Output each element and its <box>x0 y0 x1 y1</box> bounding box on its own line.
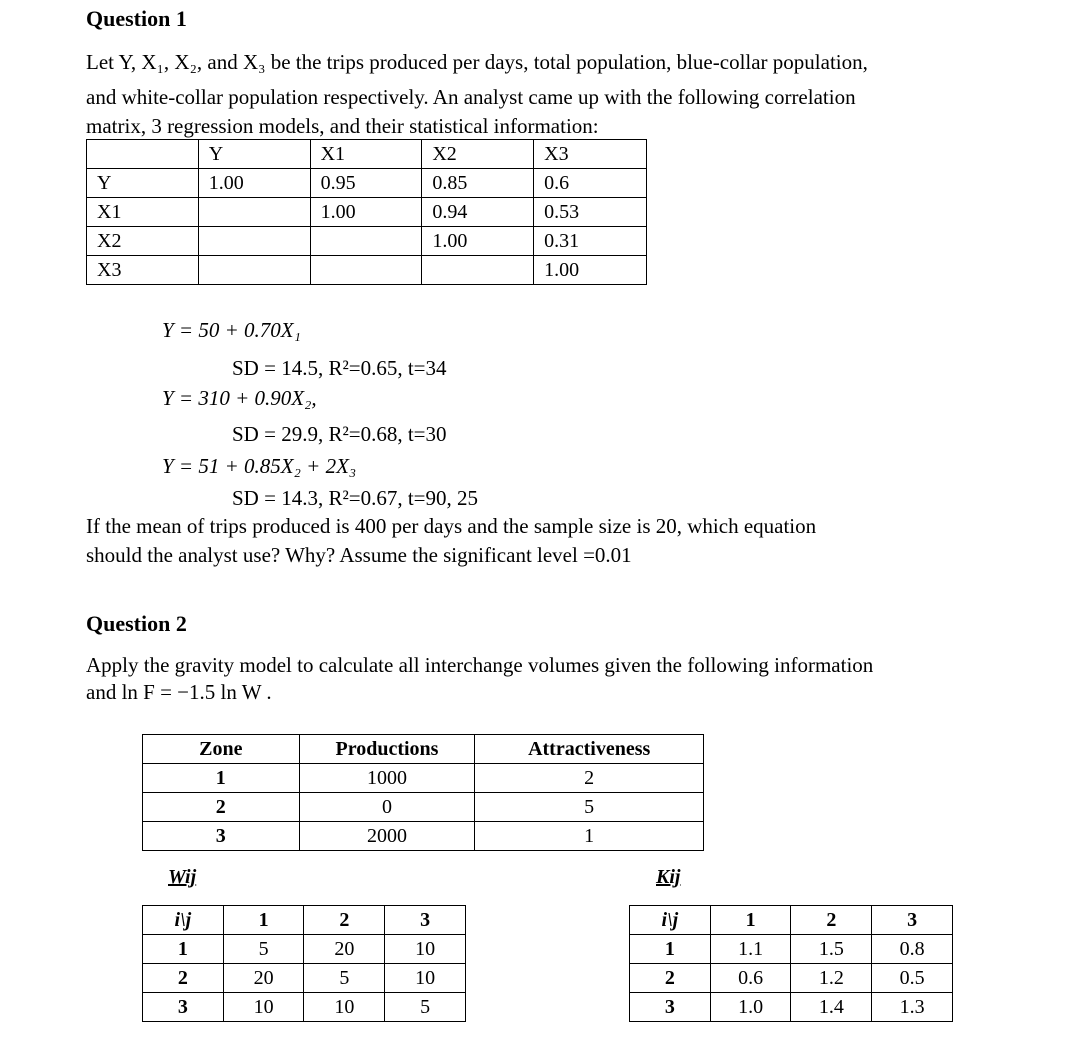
corr-cell: X3 <box>87 256 199 285</box>
zone-row <box>143 764 704 793</box>
k-header-cell: 1 <box>710 906 791 935</box>
q1-question-line2: should the analyst use? Why? Assume the significant level =0.01 <box>86 543 632 567</box>
k-header-cell: 2 <box>791 906 872 935</box>
corr-cell: 0.95 <box>310 169 422 198</box>
zone-cell: 0 <box>299 793 475 822</box>
equation-3: Y = 51 + 0.85X₂ + 2X₃ <box>162 454 357 478</box>
corr-cell: 0.94 <box>422 198 534 227</box>
q1-intro-line1: Let Y, X₁, X₂, and X₃ be the trips produced per days, total population, blue-collar population, <box>86 50 868 74</box>
zone-cell: 2 <box>143 793 300 822</box>
k-row <box>630 993 953 1022</box>
w-matrix-label: Wij <box>168 866 197 888</box>
k-cell: 1.1 <box>710 935 791 964</box>
corr-cell: 0.6 <box>534 169 647 198</box>
w-cell: 2 <box>143 964 224 993</box>
w-row <box>143 964 466 993</box>
corr-header-cell: X2 <box>422 140 534 169</box>
q2-line2: and ln F = −1.5 ln W . <box>86 680 272 704</box>
corr-row <box>87 169 647 198</box>
w-header-row <box>143 906 466 935</box>
zone-cell: 2000 <box>299 822 475 851</box>
zone-row <box>143 822 704 851</box>
w-cell: 10 <box>385 935 466 964</box>
w-header-cell: 2 <box>304 906 385 935</box>
zone-cell: 1 <box>143 764 300 793</box>
w-cell: 20 <box>304 935 385 964</box>
corr-cell: 0.31 <box>534 227 647 256</box>
correlation-matrix <box>86 139 647 285</box>
w-row <box>143 993 466 1022</box>
corr-cell: 1.00 <box>198 169 310 198</box>
corr-cell: 1.00 <box>422 227 534 256</box>
w-cell: 5 <box>304 964 385 993</box>
w-cell: 5 <box>385 993 466 1022</box>
zone-cell: 5 <box>475 793 704 822</box>
corr-row <box>87 256 647 285</box>
corr-cell: X1 <box>87 198 199 227</box>
equation-2-stats: SD = 29.9, R²=0.68, t=30 <box>232 422 447 446</box>
corr-cell <box>422 256 534 285</box>
zone-cell: 3 <box>143 822 300 851</box>
q1-intro-line2: and white-collar population respectively. An analyst came up with the following correlation <box>86 85 856 109</box>
w-header-cell: 3 <box>385 906 466 935</box>
w-cell: 10 <box>385 964 466 993</box>
k-row <box>630 964 953 993</box>
k-header-cell: i\j <box>630 906 711 935</box>
corr-cell: X2 <box>87 227 199 256</box>
k-matrix-label: Kij <box>656 866 681 888</box>
w-cell: 20 <box>223 964 304 993</box>
w-cell: 10 <box>223 993 304 1022</box>
q1-title: Question 1 <box>86 6 187 31</box>
zone-table <box>142 734 704 851</box>
corr-cell: 1.00 <box>534 256 647 285</box>
corr-cell <box>310 227 422 256</box>
w-header-cell: 1 <box>223 906 304 935</box>
k-cell: 1.0 <box>710 993 791 1022</box>
k-cell: 1.5 <box>791 935 872 964</box>
k-cell: 3 <box>630 993 711 1022</box>
zone-cell: 1000 <box>299 764 475 793</box>
w-matrix-table <box>142 905 466 1022</box>
corr-header-cell: Y <box>198 140 310 169</box>
equation-2: Y = 310 + 0.90X₂, <box>162 386 317 410</box>
q1-intro-line3: matrix, 3 regression models, and their statistical information: <box>86 114 599 138</box>
equation-3-stats: SD = 14.3, R²=0.67, t=90, 25 <box>232 486 479 510</box>
equation-1: Y = 50 + 0.70X₁ <box>162 318 301 342</box>
corr-cell <box>198 198 310 227</box>
corr-cell <box>198 227 310 256</box>
k-cell: 0.6 <box>710 964 791 993</box>
corr-row <box>87 198 647 227</box>
zone-header-cell: Zone <box>143 735 300 764</box>
corr-cell: Y <box>87 169 199 198</box>
k-cell: 1 <box>630 935 711 964</box>
q2-line1: Apply the gravity model to calculate all interchange volumes given the following information <box>86 653 874 677</box>
k-cell: 0.8 <box>872 935 953 964</box>
equation-1-stats: SD = 14.5, R²=0.65, t=34 <box>232 356 447 380</box>
zone-cell: 2 <box>475 764 704 793</box>
w-cell: 5 <box>223 935 304 964</box>
corr-header-cell: X3 <box>534 140 647 169</box>
k-cell: 2 <box>630 964 711 993</box>
w-cell: 10 <box>304 993 385 1022</box>
k-header-row <box>630 906 953 935</box>
k-cell: 1.4 <box>791 993 872 1022</box>
zone-header-cell: Attractiveness <box>475 735 704 764</box>
zone-header-cell: Productions <box>299 735 475 764</box>
k-header-cell: 3 <box>872 906 953 935</box>
corr-cell <box>310 256 422 285</box>
corr-header-row <box>87 140 647 169</box>
zone-header-row <box>143 735 704 764</box>
w-header-cell: i\j <box>143 906 224 935</box>
w-cell: 3 <box>143 993 224 1022</box>
corr-cell: 0.85 <box>422 169 534 198</box>
zone-cell: 1 <box>475 822 704 851</box>
q2-title: Question 2 <box>86 611 187 636</box>
corr-row <box>87 227 647 256</box>
k-cell: 1.3 <box>872 993 953 1022</box>
k-cell: 0.5 <box>872 964 953 993</box>
zone-row <box>143 793 704 822</box>
corr-cell <box>198 256 310 285</box>
w-row <box>143 935 466 964</box>
corr-cell: 1.00 <box>310 198 422 227</box>
corr-cell: 0.53 <box>534 198 647 227</box>
w-cell: 1 <box>143 935 224 964</box>
k-cell: 1.2 <box>791 964 872 993</box>
corr-header-cell <box>87 140 199 169</box>
k-row <box>630 935 953 964</box>
q1-question-line1: If the mean of trips produced is 400 per days and the sample size is 20, which equation <box>86 514 817 538</box>
k-matrix-table <box>629 905 953 1022</box>
corr-header-cell: X1 <box>310 140 422 169</box>
